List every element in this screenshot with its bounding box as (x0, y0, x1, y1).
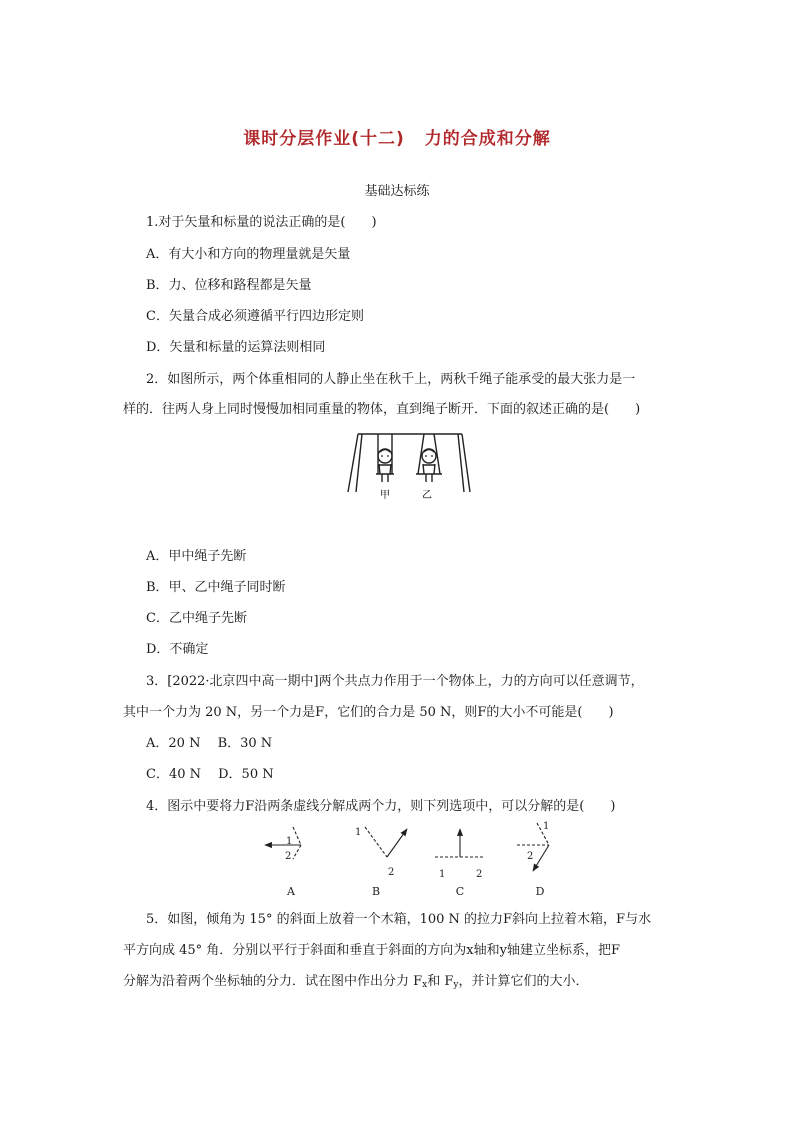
d-line-1: 1 (543, 821, 550, 832)
q2-option-a: A．甲中绳子先断 (146, 549, 247, 564)
subscript-y: y (453, 980, 459, 990)
option-b-label: B (371, 885, 381, 898)
q5-line3-mid: 和 F (427, 974, 454, 989)
q5-line2: 平方向成 45° 角．分别以平行于斜面和垂直于斜面的方向为x轴和y轴建立坐标系，把F (123, 943, 621, 958)
title-topic: 力的合成和分解 (424, 129, 551, 149)
q3-stem-line1: 3．[2022·北京四中高一期中]两个共点力作用于一个物体上，力的方向可以任意调节， (146, 674, 644, 689)
c-line-1: 1 (439, 869, 446, 880)
title-main: 课时分层作业(十二) (243, 129, 405, 149)
q2-stem-line1: 2．如图所示，两个体重相同的人静止坐在秋千上，两秋千绳子能承受的最大张力是一 (146, 372, 636, 387)
q2-option-c: C．乙中绳子先断 (146, 611, 247, 626)
subscript-x: x (422, 980, 428, 990)
q5-line3-post: ，并计算它们的大小． (458, 974, 589, 989)
label-yi: 乙 (422, 490, 432, 501)
label-jia: 甲 (380, 490, 390, 501)
q1-stem: 1.对于矢量和标量的说法正确的是( ) (146, 215, 377, 230)
d-line-2: 2 (527, 851, 534, 862)
q5-line3-pre: 分解为沿着两个坐标轴的分力．试在图中作出分力 F (123, 974, 423, 989)
option-a-label: A (287, 885, 295, 898)
b-line-1: 1 (355, 827, 362, 838)
q2-stem-line2: 样的．往两人身上同时慢慢加相同重量的物体，直到绳子断开．下面的叙述正确的是( ) (123, 402, 641, 417)
q1-option-d: D．矢量和标量的运算法则相同 (146, 340, 326, 355)
q1-option-b: B．力、位移和路程都是矢量 (146, 278, 312, 293)
q2-option-d: D．不确定 (146, 642, 209, 657)
option-d-label: D (535, 885, 545, 898)
q5-line3 (123, 970, 589, 990)
option-c-label: C (455, 885, 465, 898)
q3-options-row2: C．40 N D．50 N (146, 767, 274, 782)
b-line-2: 2 (388, 867, 395, 878)
q3-stem-line2: 其中一个力为 20 N，另一个力是F，它们的合力是 50 N，则F的大小不可能是( ) (123, 705, 614, 720)
q1-option-a: A．有大小和方向的物理量就是矢量 (146, 247, 351, 262)
force-decomposition-figure (255, 815, 565, 900)
c-line-2: 2 (476, 869, 483, 880)
page-title (0, 124, 794, 149)
q1-option-c: C．矢量合成必须遵循平行四边形定则 (146, 309, 364, 324)
a-line-2: 2 (285, 851, 292, 862)
a-line-1: 1 (286, 836, 293, 847)
q4-stem: 4．图示中要将力F沿两条虚线分解成两个力，则下列选项中，可以分解的是( ) (146, 799, 616, 814)
section-heading: 基础达标练 (364, 184, 430, 199)
swing-figure (344, 428, 484, 503)
q2-option-b: B．甲、乙中绳子同时断 (146, 580, 286, 595)
q3-options-row1: A．20 N B．30 N (146, 736, 273, 751)
q5-line1: 5．如图，倾角为 15° 的斜面上放着一个木箱，100 N 的拉力F斜向上拉着木箱，F与水 (146, 912, 652, 927)
